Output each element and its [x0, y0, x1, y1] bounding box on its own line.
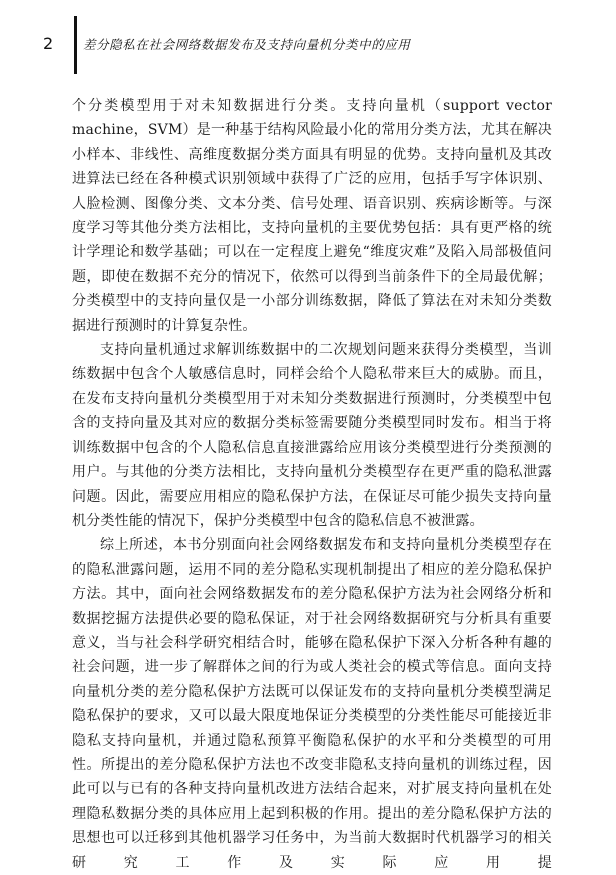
- paragraph-1: 个分类模型用于对未知数据进行分类。支持向量机（support vector machine，SVM）是一种基于结构风险最小化的常用分类方法，尤其在解决小样本、非线性、高维度数据分类方面具有明显的优势。支持向量机及其改进算法已经在各种模式识别领域中获得了广泛的应用，包括手写字体识别、人脸检测、图像分类、文本分类、信号处理、语音识别、疾病诊断等。与深度学习等其他分类方法相比，支持向量机的主要优势包括：具有更严格的统计学理论和数学基础；可以在一定程度上避免“维度灾难”及陷入局部极值问题，即使在数据不充分的情况下，依然可以得到当前条件下的全局最优解；分类模型中的支持向量仅是一小部分训练数据，降低了算法在对未知分类数据进行预测时的计算复杂性。: [72, 98, 552, 334]
- paragraph-3: 综上所述，本书分别面向社会网络数据发布和支持向量机分类模型存在的隐私泄露问题，运用不同的差分隐私实现机制提出了相应的差分隐私保护方法。其中，面向社会网络数据发布的差分隐私保护方法为社会网络分析和数据挖掘方法提供必要的隐私保证，对于社会网络数据研究与分析具有重要意义，当与社会科学研究相结合时，能够在隐私保护下深入分析各种有趣的社会问题，进一步了解群体之间的行为或人类社会的模式等信息。面向支持向量机分类的差分隐私保护方法既可以保证发布的支持向量机分类模型满足隐私保护的要求，又可以最大限度地保证分类模型的分类性能尽可能接近非隐私支持向量机，并通过隐私预算平衡隐私保护的水平和分类模型的可用性。所提出的差分隐私保护方法也不改变非隐私支持向量机的训练过程，因此可以与已有的各种支持向量机改进方法结合起来，对扩展支持向量机在处理隐私数据分类的具体应用上起到积极的作用。提出的差分隐私保护方法的思想也可以迁移到其他机器学习任务中，为当前大数据时代机器学习的相关研究工作及实际应用提: [72, 537, 552, 871]
- paragraph-2: 支持向量机通过求解训练数据中的二次规划问题来获得分类模型，当训练数据中包含个人敏感信息时，同样会给个人隐私带来巨大的威胁。而且，在发布支持向量机分类模型用于对未知分类数据进行预测时，分类模型中包含的支持向量及其对应的数据分类标签需要随分类模型同时发布。相当于将训练数据中包含的个人隐私信息直接泄露给应用该分类模型进行分类预测的用户。与其他的分类方法相比，支持向量机分类模型存在更严重的隐私泄露问题。因此，需要应用相应的隐私保护方法，在保证尽可能少损失支持向量机分类性能的情况下，保护分类模型中包含的隐私信息不被泄露。: [72, 342, 552, 529]
- header-rule: [74, 16, 77, 74]
- running-title: 差分隐私在社会网络数据发布及支持向量机分类中的应用: [83, 37, 411, 52]
- body-text: [72, 94, 552, 875]
- page-header: [0, 0, 616, 80]
- page-number: 2: [43, 34, 54, 53]
